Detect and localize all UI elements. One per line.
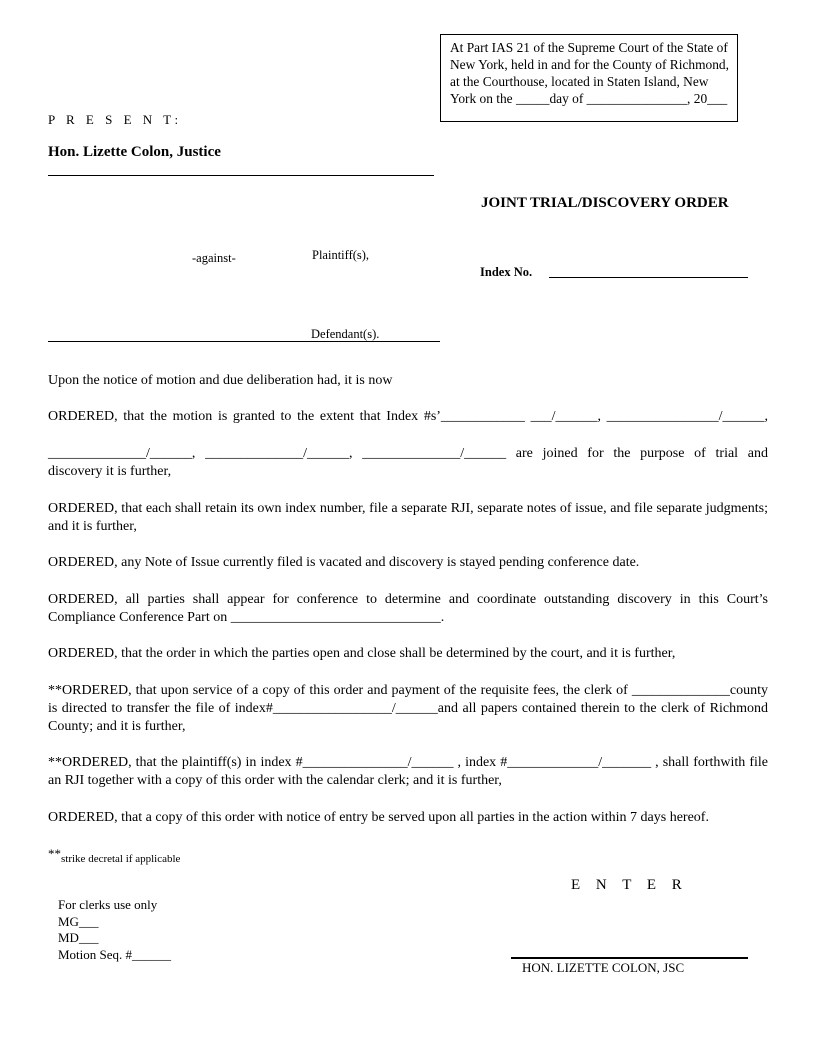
ordered-paragraph-4: ORDERED, all parties shall appear for conference to determine and coordinate outstanding discovery in this Court’s Compliance Conference Part on ______________________________. [48, 592, 768, 625]
caption-line-2: New York, held in and for the County of Richmond, [450, 57, 729, 72]
judge-name: Hon. Lizette Colon, Justice [48, 144, 221, 160]
footnote-marker: ** [48, 846, 61, 861]
caption-line-3: at the Courthouse, located in Staten Island, New [450, 74, 709, 89]
defendant-label: Defendant(s). [311, 327, 380, 341]
defendant-line [48, 341, 440, 342]
clerks-md: MD___ [58, 930, 99, 945]
against-label: -against- [192, 251, 236, 265]
signature-name: HON. LIZETTE COLON, JSC [522, 960, 685, 975]
present-label: P R E S E N T: [48, 112, 183, 127]
ordered-paragraph-1-cont [48, 445, 768, 481]
caption-line-1: At Part IAS 21 of the Supreme Court of the State of [450, 40, 728, 55]
ordered-paragraph-1-line-1: ORDERED, that the motion is granted to the extent that Index #s’____________ ___/______, ________________/______, [48, 409, 768, 424]
footnote [48, 845, 180, 868]
court-caption-box [440, 34, 738, 122]
ordered-paragraph-1-line-2: ______________/______, ______________/______, ______________/______ are joined for the purpose of trial and [48, 446, 768, 461]
ordered-paragraph-7: **ORDERED, that the plaintiff(s) in index #_______________/______ , index #_____________/_______ , shall forthwith file an RJI together with a copy of this order with the calendar clerk; and it is further, [48, 755, 768, 788]
document-title: JOINT TRIAL/DISCOVERY ORDER [481, 195, 729, 211]
ordered-paragraph-6: **ORDERED, that upon service of a copy of this order and payment of the requisite fees, the clerk of ______________county is directed to transfer the file of index#_________________/______and all papers contained therein to the clerk of Richmond County; and it is further, [48, 683, 768, 734]
index-number-line [549, 277, 748, 278]
index-number-label: Index No. [480, 265, 533, 279]
ordered-paragraph-3: ORDERED, any Note of Issue currently filed is vacated and discovery is stayed pending conference date. [48, 555, 640, 570]
caption-line-4: York on the _____day of _______________, 20___ [450, 91, 728, 106]
clerks-use-block [58, 897, 171, 963]
ordered-paragraph-2: ORDERED, that each shall retain its own index number, file a separate RJI, separate notes of issue, and file separate judgments; and it is further, [48, 501, 768, 534]
clerks-motion-seq: Motion Seq. #______ [58, 946, 172, 962]
ordered-paragraph-8: ORDERED, that a copy of this order with notice of entry be served upon all parties in the action within 7 days hereof. [48, 810, 709, 825]
footnote-text: strike decretal if applicable [61, 853, 181, 865]
plaintiff-label: Plaintiff(s), [312, 248, 370, 262]
ordered-paragraph-1 [48, 408, 768, 426]
ordered-paragraph-5: ORDERED, that the order in which the parties open and close shall be determined by the court, and it is further, [48, 646, 676, 661]
ordered-paragraph-1-line-3: discovery it is further, [48, 464, 172, 479]
judge-divider-line [48, 175, 434, 176]
enter-label: E N T E R [571, 877, 688, 893]
intro-paragraph: Upon the notice of motion and due deliberation had, it is now [48, 373, 393, 388]
clerks-mg: MG___ [58, 913, 99, 929]
clerks-heading: For clerks use only [58, 897, 158, 912]
